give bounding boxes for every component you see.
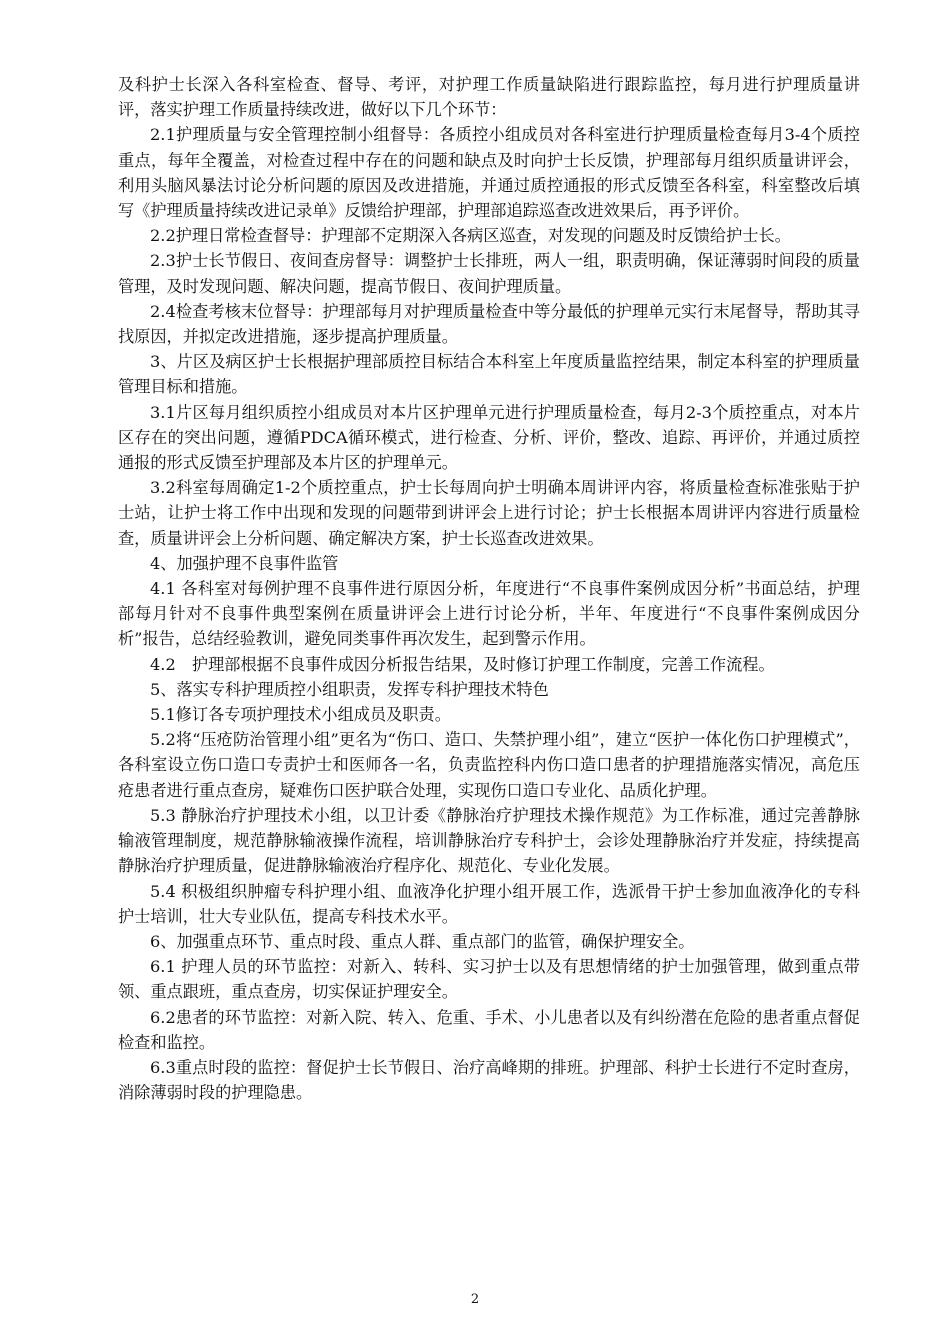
paragraph-5-2: 5.2将“压疮防治管理小组”更名为“伤口、造口、失禁护理小组”，建立“医护一体化伤口护理模式”，各科室设立伤口造口专责护士和医师各一名，负责监控科内伤口造口患者的护理措施落实情况，高危压疮患者进行重点查房，疑难伤口医护联合处理，实现伤口造口专业化、品质化护理。 <box>118 730 860 800</box>
section-heading-4: 4、加强护理不良事件监管 <box>150 553 339 573</box>
paragraph-continuation: 及科护士长深入各科室检查、督导、考评，对护理工作质量缺陷进行跟踪监控，每月进行护理质量讲评，落实护理工作质量持续改进，做好以下几个环节： <box>118 75 860 120</box>
paragraph-6-1: 6.1 护理人员的环节监控：对新入、转科、实习护士以及有思想情绪的护士加强管理，做到重点带领、重点跟班，重点查房，切实保证护理安全。 <box>118 957 860 1002</box>
paragraph-3-1: 3.1片区每月组织质控小组成员对本片区护理单元进行护理质量检查，每月2-3个质控重点，对本片区存在的突出问题，遵循PDCA循环模式，进行检查、分析、评价，整改、追踪、再评价，并通过质控通报的形式反馈至护理部及本片区的护理单元。 <box>118 402 860 473</box>
paragraph-6-2: 6.2患者的环节监控：对新入院、转入、危重、手术、小儿患者以及有纠纷潜在危险的患者重点督促检查和监控。 <box>118 1007 860 1052</box>
paragraph-4-2: 4.2 护理部根据不良事件成因分析报告结果，及时修订护理工作制度，完善工作流程。 <box>150 654 775 674</box>
paragraph-3: 3、片区及病区护士长根据护理部质控目标结合本科室上年度质量监控结果，制定本科室的护理质量管理目标和措施。 <box>118 352 860 397</box>
paragraph-2-2: 2.2护理日常检查督导：护理部不定期深入各病区巡查，对发现的问题及时反馈给护士长。 <box>150 226 791 246</box>
paragraph-5-3: 5.3 静脉治疗护理技术小组，以卫计委《静脉治疗护理技术操作规范》为工作标准，通过完善静脉输液管理制度，规范静脉输液操作流程，培训静脉治疗专科护士，会诊处理静脉治疗并发症，持续提高静脉治疗护理质量，促进静脉输液治疗程序化、规范化、专业化发展。 <box>118 805 860 876</box>
paragraph-5-1: 5.1修订各专项护理技术小组成员及职责。 <box>150 705 451 725</box>
section-heading-5: 5、落实专科护理质控小组职责，发挥专科护理技术特色 <box>150 679 549 699</box>
page-number: 2 <box>470 1292 480 1307</box>
section-heading-6: 6、加强重点环节、重点时段、重点人群、重点部门的监管，确保护理安全。 <box>150 931 695 951</box>
paragraph-2-3: 2.3护士长节假日、夜间查房督导：调整护士长排班，两人一组，职责明确，保证薄弱时间段的质量管理，及时发现问题、解决问题，提高节假日、夜间护理质量。 <box>118 251 860 296</box>
paragraph-4-1: 4.1 各科室对每例护理不良事件进行原因分析，年度进行“不良事件案例成因分析”书面总结，护理部每月针对不良事件典型案例在质量讲评会上进行讨论分析，半年、年度进行“不良事件案例成因分析”报告，总结经验教训，避免同类事件再次发生，起到警示作用。 <box>118 579 860 649</box>
paragraph-2-4: 2.4检查考核末位督导：护理部每月对护理质量检查中等分最低的护理单元实行末尾督导，帮助其寻找原因，并拟定改进措施，逐步提高护理质量。 <box>118 301 860 347</box>
paragraph-6-3: 6.3重点时段的监控：督促护士长节假日、治疗高峰期的排班。护理部、科护士长进行不定时查房，消除薄弱时段的护理隐患。 <box>118 1057 860 1103</box>
paragraph-3-2: 3.2科室每周确定1-2个质控重点，护士长每周向护士明确本周讲评内容，将质量检查标准张贴于护士站，让护士将工作中出现和发现的问题带到讲评会上进行讨论；护士长根据本周讲评内容进行质量检查，质量讲评会上分析问题、确定解决方案，护士长巡查改进效果。 <box>118 478 860 548</box>
document-body <box>118 72 860 1105</box>
paragraph-2-1: 2.1护理质量与安全管理控制小组督导：各质控小组成员对各科室进行护理质量检查每月3-4个质控重点，每年全覆盖，对检查过程中存在的问题和缺点及时向护士长反馈，护理部每月组织质量讲评会，利用头脑风暴法讨论分析问题的原因及改进措施，并通过质控通报的形式反馈至各科室，科室整改后填写《护理质量持续改进记录单》反馈给护理部，护理部追踪巡查改进效果后，再予评价。 <box>118 125 860 221</box>
paragraph-5-4: 5.4 积极组织肿瘤专科护理小组、血液净化护理小组开展工作，选派骨干护士参加血液净化的专科护士培训，壮大专业队伍，提高专科技术水平。 <box>118 881 860 926</box>
